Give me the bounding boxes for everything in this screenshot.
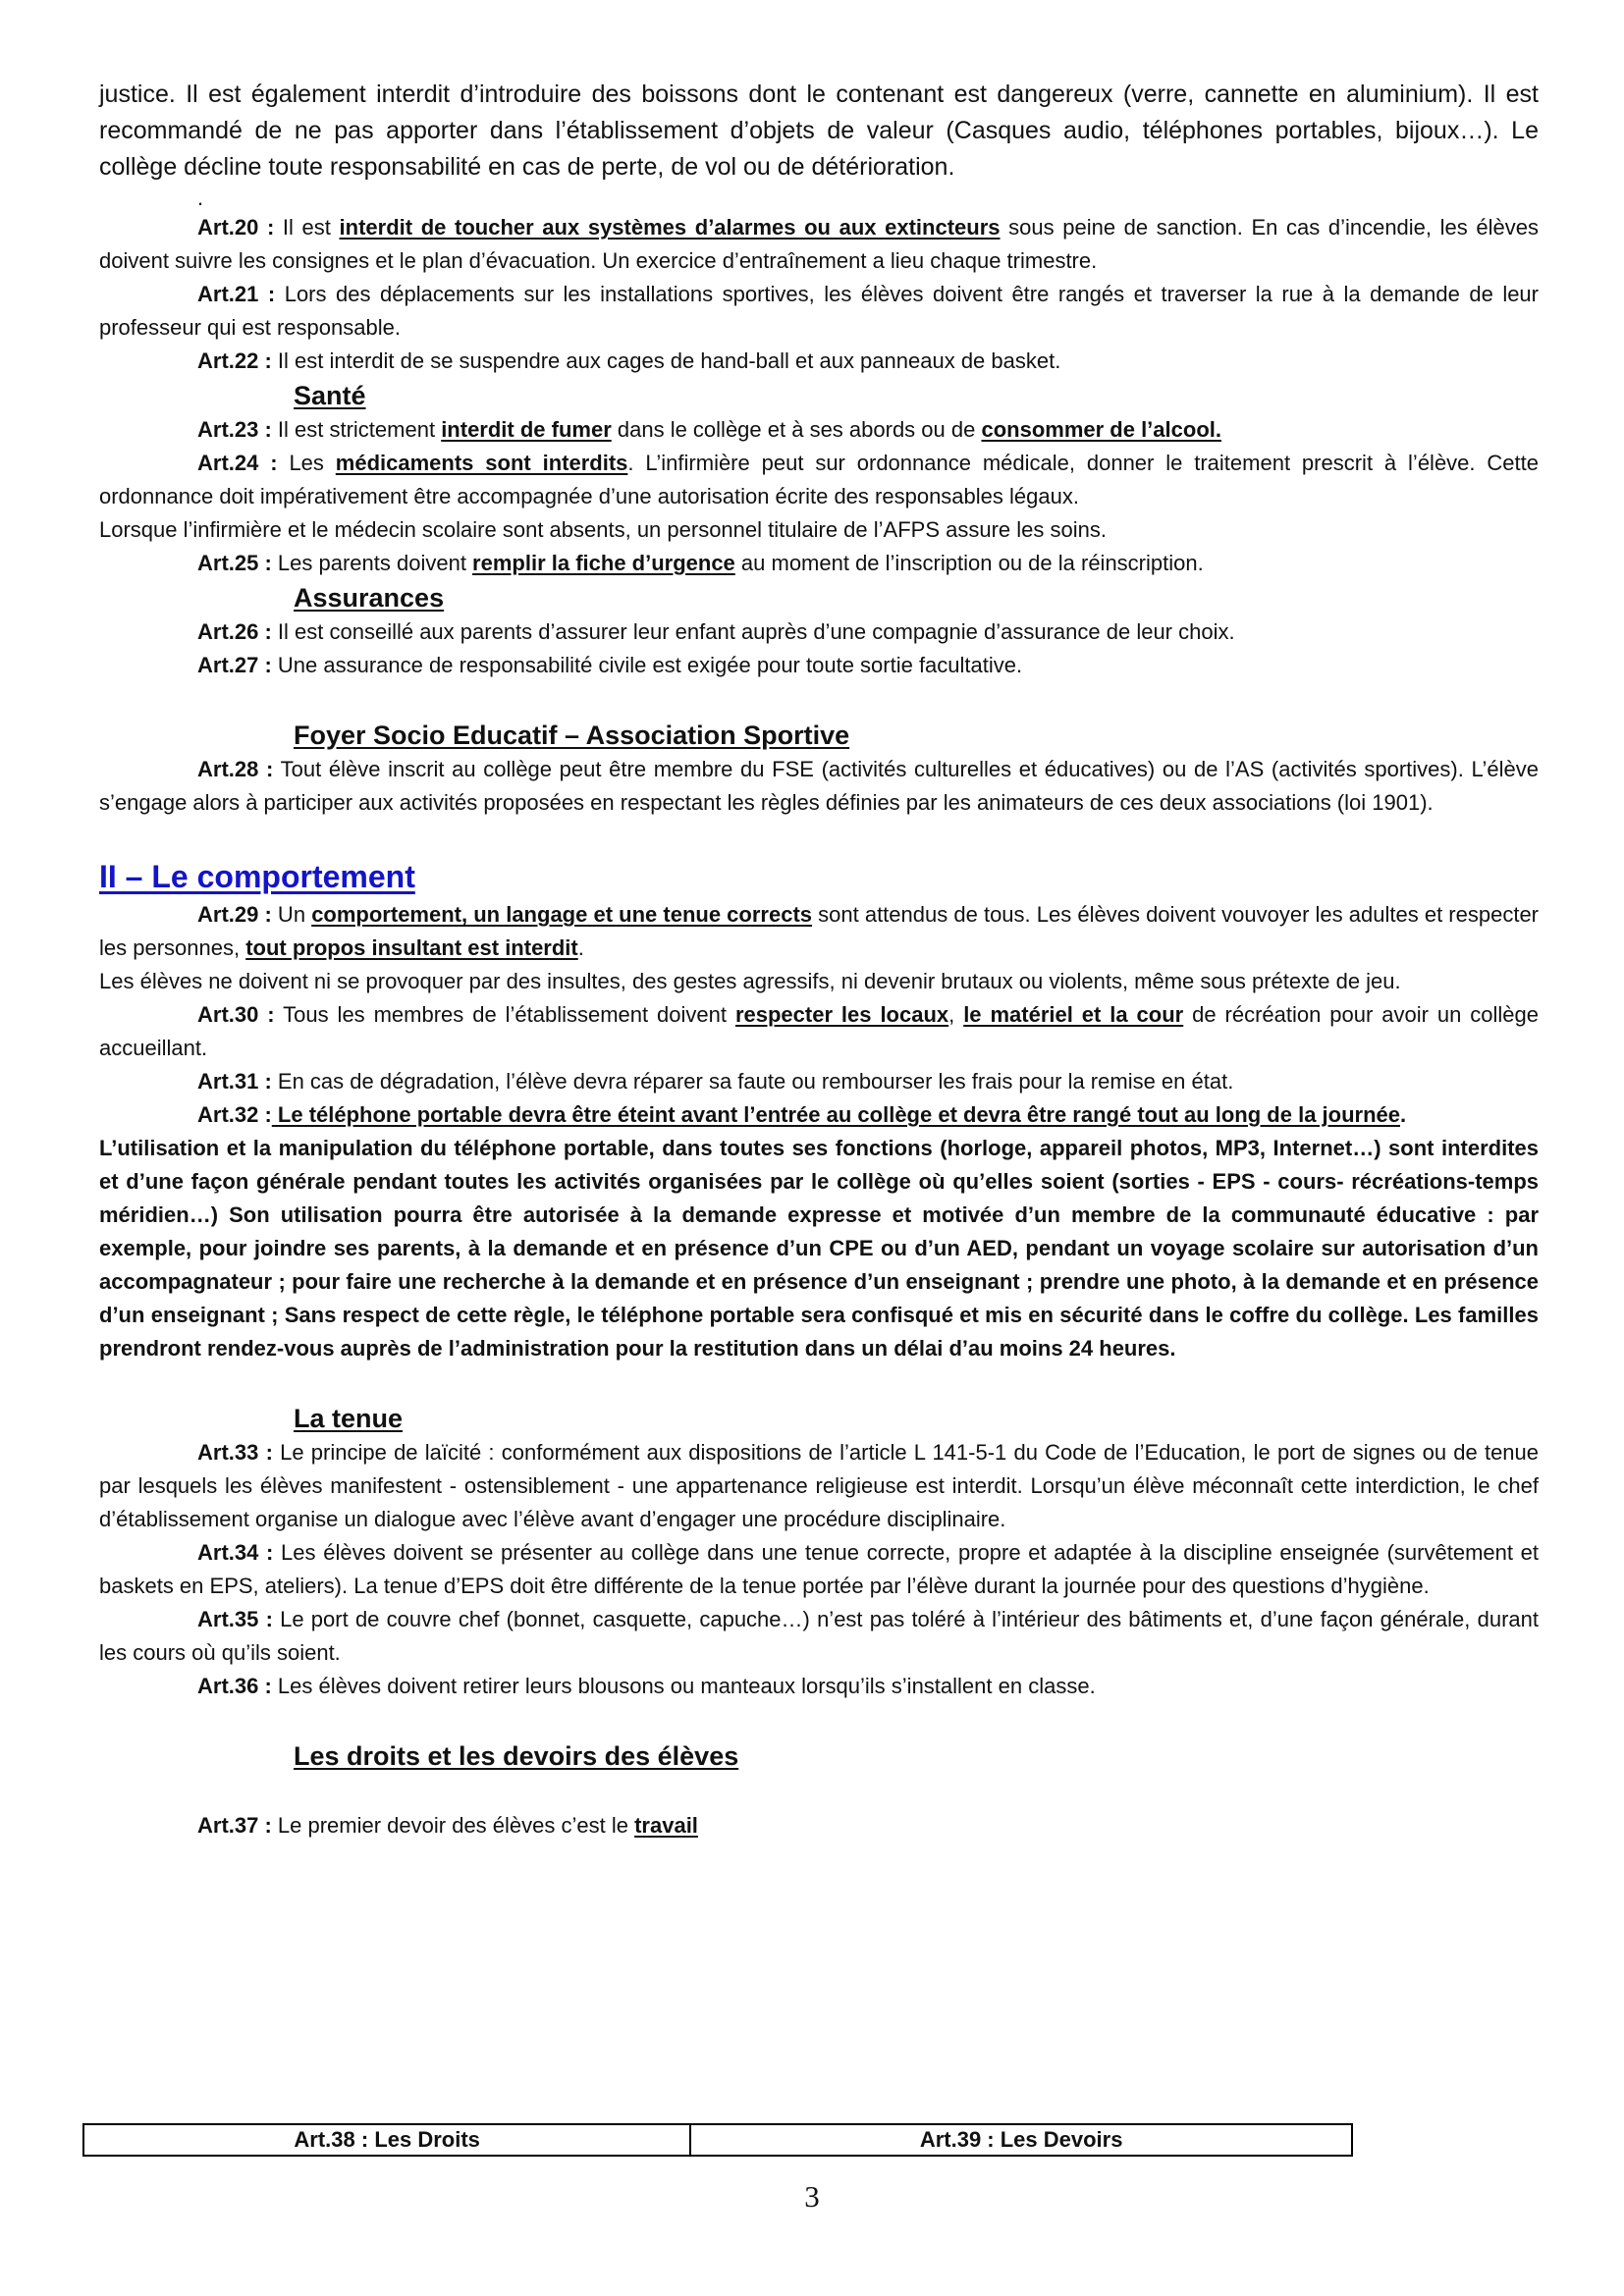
article-36 bbox=[99, 1670, 1539, 1703]
article-number: Art.21 : bbox=[197, 282, 276, 306]
article-29 bbox=[99, 898, 1539, 965]
heading-tenue: La tenue bbox=[294, 1404, 404, 1433]
article-text: sont attendus de tous. Les élèves doivent vouvoyer les adultes et respecter les personnes, bbox=[99, 902, 1540, 960]
article-26 bbox=[99, 615, 1539, 649]
article-text: . bbox=[577, 935, 584, 960]
article-number: Art.24 : bbox=[197, 451, 278, 475]
article-text: Lors des déplacements sur les installations sportives, les élèves doivent être rangés et traverser la rue à la demande de leur professeur qui est responsable. bbox=[99, 282, 1539, 340]
article-text: Le port de couvre chef (bonnet, casquette, capuche…) n’est pas toléré à l’intérieur des bâtiments et, d’une façon générale, durant les cours où qu’ils soient. bbox=[99, 1607, 1540, 1665]
article-number: Art.35 : bbox=[197, 1607, 273, 1631]
article-31 bbox=[99, 1065, 1539, 1098]
article-24 bbox=[99, 447, 1539, 513]
article-emphasis: comportement, un langage et une tenue corrects bbox=[311, 902, 813, 927]
article-number: Art.29 : bbox=[197, 902, 272, 927]
article-text: . L’infirmière peut sur ordonnance médicale, donner le traitement prescrit à l’élève. Cette ordonnance doit impérativement être accompagnée d’une autorisation écrite des responsables légaux. bbox=[99, 451, 1539, 508]
article-emphasis: travail bbox=[634, 1813, 698, 1838]
heading-sante: Santé bbox=[294, 381, 366, 410]
article-text: dans le collège et à ses abords ou de bbox=[611, 417, 982, 442]
article-number: Art.20 : bbox=[197, 215, 275, 240]
article-text: au moment de l’inscription ou de la réinscription. bbox=[734, 551, 1204, 575]
article-number: Art.28 : bbox=[197, 757, 274, 781]
article-text: Les bbox=[277, 451, 336, 475]
article-emphasis: médicaments sont interdits bbox=[335, 451, 628, 475]
article-number: Art.22 : bbox=[197, 348, 272, 373]
intro-paragraph: justice. Il est également interdit d’introduire des boissons dont le contenant est dangereux (verre, cannette en aluminium). Il est recommandé de ne pas apporter dans l’établissement d’objets de valeur (Casques audio, téléphones portables, bijoux…). Le collège décline toute responsabilité en cas de perte, de vol ou de détérioration. bbox=[99, 80, 1539, 181]
heading-foyer: Foyer Socio Educatif – Association Sportive bbox=[294, 721, 850, 750]
article-number: Art.30 : bbox=[197, 1002, 275, 1027]
article-number: Art.26 : bbox=[197, 619, 272, 644]
article-22 bbox=[99, 345, 1539, 378]
article-text: Tous les membres de l’établissement doivent bbox=[274, 1002, 735, 1027]
page-number: 3 bbox=[804, 2179, 820, 2214]
table-header-droits: Art.38 : Les Droits bbox=[83, 2124, 690, 2156]
article-number: Art.36 : bbox=[197, 1674, 272, 1698]
article-text: sous peine de sanction. En cas d’incendie, les élèves doivent suivre les consignes et le plan d’évacuation. Un exercice d’entraînement a lieu chaque trimestre. bbox=[99, 215, 1539, 273]
article-text: Le principe de laïcité : conformément aux dispositions de l’article L 141-5-1 du Code de l’Education, le port de signes ou de tenue par lesquels les élèves manifestent - ostensiblement - une appartenance religieuse est interdit. Lorsqu’un élève méconnaît cette interdiction, le chef d’établissement organise un dialogue avec l’élève avant d’engager une procédure disciplinaire. bbox=[99, 1440, 1540, 1531]
article-emphasis: interdit de fumer bbox=[441, 417, 612, 442]
heading-droits-devoirs: Les droits et les devoirs des élèves bbox=[294, 1741, 739, 1771]
article-number: Art.32 : bbox=[197, 1102, 272, 1127]
article-emphasis: tout propos insultant est interdit bbox=[245, 935, 578, 960]
article-25 bbox=[99, 547, 1539, 580]
article-27 bbox=[99, 649, 1539, 682]
article-emphasis: Le téléphone portable devra être éteint avant l’entrée au collège et devra être rangé tout au long de la journée bbox=[271, 1102, 1400, 1127]
article-number: Art.23 : bbox=[197, 417, 272, 442]
stray-dot: . bbox=[197, 186, 204, 210]
article-35 bbox=[99, 1603, 1539, 1670]
article-emphasis: le matériel et la cour bbox=[963, 1002, 1184, 1027]
article-28 bbox=[99, 753, 1539, 820]
article-32 bbox=[99, 1098, 1539, 1132]
article-24-continued: Lorsque l’infirmière et le médecin scolaire sont absents, un personnel titulaire de l’AFPS assure les soins. bbox=[99, 517, 1107, 542]
article-text: de récréation pour avoir un collège accueillant. bbox=[99, 1002, 1539, 1060]
article-emphasis: remplir la fiche d’urgence bbox=[472, 551, 735, 575]
article-text: Un bbox=[271, 902, 312, 927]
table-header-devoirs: Art.39 : Les Devoirs bbox=[690, 2124, 1352, 2156]
article-number: Art.31 : bbox=[197, 1069, 272, 1094]
heading-assurances: Assurances bbox=[294, 583, 445, 613]
article-emphasis: consommer de l’alcool. bbox=[981, 417, 1221, 442]
rights-duties-table bbox=[82, 2123, 1353, 2157]
article-text: Une assurance de responsabilité civile est exigée pour toute sortie facultative. bbox=[271, 653, 1023, 677]
spacer bbox=[99, 820, 1539, 855]
section-heading-comportement: II – Le comportement bbox=[99, 859, 415, 894]
article-text: Il est bbox=[274, 215, 340, 240]
article-text: Les élèves doivent se présenter au collège dans une tenue correcte, propre et adaptée à la discipline enseignée (survêtement et baskets en EPS, ateliers). La tenue d’EPS doit être différente de la tenue portée par l’élève durant la journée pour des questions d’hygiène. bbox=[99, 1540, 1540, 1598]
article-text: Les élèves doivent retirer leurs blousons ou manteaux lorsqu’ils s’installent en classe. bbox=[271, 1674, 1096, 1698]
article-number: Art.37 : bbox=[197, 1813, 272, 1838]
spacer bbox=[99, 1365, 1539, 1401]
spacer bbox=[99, 1703, 1539, 1738]
article-emphasis: interdit de toucher aux systèmes d’alarmes ou aux extincteurs bbox=[339, 215, 1001, 240]
article-37 bbox=[99, 1809, 1539, 1842]
article-32-phone-rules: L’utilisation et la manipulation du téléphone portable, dans toutes ses fonctions (horloge, appareil photos, MP3, Internet…) sont interdites et d’une façon générale pendant toutes les activités organisées par le collège où qu’elles soient (sorties - EPS - cours- récréations-temps méridien…) Son utilisation pourra être autorisée à la demande expresse et motivée d’un membre de la communauté éducative : par exemple, pour joindre ses parents, à la demande et en présence d’un CPE ou d’un AED, pendant un voyage scolaire sur autorisation d’un accompagnateur ; pour faire une recherche à la demande et en présence d’un enseignant ; prendre une photo, à la demande et en présence d’un enseignant ; Sans respect de cette règle, le téléphone portable sera confisqué et mis en sécurité dans le coffre du collège. Les familles prendront rendez-vous auprès de l’administration pour la restitution dans un délai d’au moins 24 heures. bbox=[99, 1136, 1539, 1361]
article-21 bbox=[99, 278, 1539, 345]
article-text: Il est interdit de se suspendre aux cages de hand-ball et aux panneaux de basket. bbox=[271, 348, 1061, 373]
article-number: Art.25 : bbox=[197, 551, 272, 575]
spacer bbox=[99, 1774, 1539, 1809]
article-text: , bbox=[948, 1002, 964, 1027]
article-emphasis: respecter les locaux bbox=[734, 1002, 949, 1027]
spacer bbox=[99, 682, 1539, 718]
article-text: Il est conseillé aux parents d’assurer leur enfant auprès d’une compagnie d’assurance de leur choix. bbox=[271, 619, 1235, 644]
article-text: . bbox=[1400, 1102, 1407, 1127]
article-text: Tout élève inscrit au collège peut être membre du FSE (activités culturelles et éducatives) ou de l’AS (activités sportives). L’élève s’engage alors à participer aux activités proposées en respectant les règles définies par les animateurs de ces deux associations (loi 1901). bbox=[99, 757, 1540, 815]
article-number: Art.34 : bbox=[197, 1540, 274, 1565]
article-text: Les parents doivent bbox=[271, 551, 473, 575]
page-content bbox=[99, 77, 1539, 1842]
article-text: Il est strictement bbox=[271, 417, 442, 442]
article-23 bbox=[99, 413, 1539, 447]
article-20 bbox=[99, 211, 1539, 278]
article-34 bbox=[99, 1536, 1539, 1603]
article-30 bbox=[99, 998, 1539, 1065]
article-33 bbox=[99, 1436, 1539, 1536]
article-number: Art.33 : bbox=[197, 1440, 273, 1465]
article-text: Le premier devoir des élèves c’est le bbox=[271, 1813, 635, 1838]
article-number: Art.27 : bbox=[197, 653, 272, 677]
article-text: En cas de dégradation, l’élève devra réparer sa faute ou rembourser les frais pour la remise en état. bbox=[271, 1069, 1234, 1094]
table-row bbox=[83, 2124, 1352, 2156]
article-29-continued: Les élèves ne doivent ni se provoquer par des insultes, des gestes agressifs, ni devenir brutaux ou violents, même sous prétexte de jeu. bbox=[99, 969, 1401, 993]
